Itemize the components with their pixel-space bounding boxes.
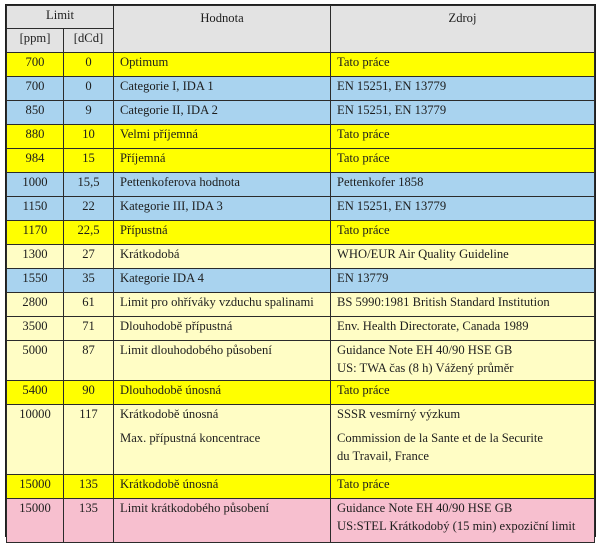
cell-zdroj: EN 13779 (331, 269, 595, 293)
table-row (7, 475, 595, 499)
cell-dcd: 0 (64, 77, 114, 101)
cell-zdroj (331, 499, 595, 543)
cell-zdroj (331, 429, 595, 475)
cell-dcd: 22 (64, 197, 114, 221)
cell-hodnota: Pettenkoferova hodnota (114, 173, 331, 197)
cell-dcd: 71 (64, 317, 114, 341)
cell-zdroj: SSSR vesmírný výzkum (331, 405, 595, 429)
cell-ppm: 1150 (7, 197, 64, 221)
header-unit-dcd: [dCd] (64, 29, 114, 53)
cell-ppm: 1170 (7, 221, 64, 245)
cell-hodnota: Kategorie IDA 4 (114, 269, 331, 293)
cell-dcd: 35 (64, 269, 114, 293)
cell-zdroj: Tato práce (331, 149, 595, 173)
cell-hodnota: Krátkodobě únosná (114, 475, 331, 499)
table-row (7, 293, 595, 317)
table-row (7, 149, 595, 173)
cell-dcd: 135 (64, 499, 114, 543)
cell-zdroj: Tato práce (331, 125, 595, 149)
table-row (7, 197, 595, 221)
cell-zdroj: EN 15251, EN 13779 (331, 77, 595, 101)
cell-hodnota: Přípustná (114, 221, 331, 245)
cell-dcd: 135 (64, 475, 114, 499)
cell-hodnota: Kategorie III, IDA 3 (114, 197, 331, 221)
cell-ppm: 10000 (7, 405, 64, 475)
cell-zdroj: Tato práce (331, 53, 595, 77)
cell-zdroj: Env. Health Directorate, Canada 1989 (331, 317, 595, 341)
limits-table (6, 5, 595, 543)
cell-hodnota: Dlouhodobě únosná (114, 381, 331, 405)
cell-ppm: 700 (7, 53, 64, 77)
cell-zdroj: Tato práce (331, 381, 595, 405)
cell-zdroj: WHO/EUR Air Quality Guideline (331, 245, 595, 269)
cell-zdroj (331, 341, 595, 381)
cell-hodnota: Krátkodobě únosná (114, 405, 331, 429)
cell-dcd: 0 (64, 53, 114, 77)
table-row (7, 53, 595, 77)
header-row (7, 6, 595, 29)
table-row (7, 405, 595, 429)
cell-ppm: 3500 (7, 317, 64, 341)
cell-zdroj-line2: US: TWA čas (8 h) Vážený průměr (337, 361, 514, 375)
header-unit-ppm: [ppm] (7, 29, 64, 53)
table-row (7, 381, 595, 405)
cell-hodnota: Velmi příjemná (114, 125, 331, 149)
cell-zdroj-line1: Guidance Note EH 40/90 HSE GB (337, 343, 513, 357)
cell-ppm: 5400 (7, 381, 64, 405)
cell-zdroj: BS 5990:1981 British Standard Institution (331, 293, 595, 317)
cell-ppm: 2800 (7, 293, 64, 317)
cell-ppm: 880 (7, 125, 64, 149)
cell-dcd: 27 (64, 245, 114, 269)
cell-dcd: 90 (64, 381, 114, 405)
table-row (7, 221, 595, 245)
header-hodnota: Hodnota (114, 6, 331, 53)
cell-zdroj: Pettenkofer 1858 (331, 173, 595, 197)
cell-ppm: 15000 (7, 499, 64, 543)
header-limit: Limit (7, 6, 114, 29)
cell-dcd: 15 (64, 149, 114, 173)
cell-dcd: 10 (64, 125, 114, 149)
cell-ppm: 1550 (7, 269, 64, 293)
cell-ppm: 984 (7, 149, 64, 173)
limits-table-frame (5, 4, 596, 537)
cell-hodnota: Limit dlouhodobého působení (114, 341, 331, 381)
cell-ppm: 850 (7, 101, 64, 125)
cell-zdroj: Tato práce (331, 475, 595, 499)
table-row (7, 341, 595, 381)
cell-hodnota: Limit pro ohříváky vzduchu spalinami (114, 293, 331, 317)
table-row (7, 101, 595, 125)
cell-zdroj-line2: US:STEL Krátkodobý (15 min) expoziční limit (337, 519, 576, 533)
cell-dcd: 117 (64, 405, 114, 475)
cell-zdroj-line1: Commission de la Sante et de la Securite (337, 430, 544, 445)
cell-ppm: 1000 (7, 173, 64, 197)
header-zdroj: Zdroj (331, 6, 595, 53)
cell-ppm: 5000 (7, 341, 64, 381)
cell-hodnota: Optimum (114, 53, 331, 77)
cell-dcd: 87 (64, 341, 114, 381)
table-row (7, 125, 595, 149)
cell-zdroj: Tato práce (331, 221, 595, 245)
cell-hodnota: Krátkodobá (114, 245, 331, 269)
cell-zdroj-line2: du Travail, France (337, 448, 429, 463)
table-row (7, 499, 595, 543)
cell-hodnota: Příjemná (114, 149, 331, 173)
cell-hodnota: Categorie I, IDA 1 (114, 77, 331, 101)
cell-hodnota: Categorie II, IDA 2 (114, 101, 331, 125)
table-row (7, 269, 595, 293)
table-row (7, 77, 595, 101)
cell-dcd: 9 (64, 101, 114, 125)
table-row (7, 245, 595, 269)
table-row (7, 317, 595, 341)
cell-zdroj: EN 15251, EN 13779 (331, 101, 595, 125)
cell-ppm: 15000 (7, 475, 64, 499)
cell-dcd: 22,5 (64, 221, 114, 245)
cell-zdroj: EN 15251, EN 13779 (331, 197, 595, 221)
cell-hodnota: Dlouhodobě přípustná (114, 317, 331, 341)
table-row (7, 173, 595, 197)
cell-hodnota: Max. přípustná koncentrace (114, 429, 331, 475)
cell-ppm: 700 (7, 77, 64, 101)
cell-ppm: 1300 (7, 245, 64, 269)
cell-dcd: 15,5 (64, 173, 114, 197)
cell-zdroj-line1: Guidance Note EH 40/90 HSE GB (337, 501, 513, 515)
cell-dcd: 61 (64, 293, 114, 317)
cell-hodnota: Limit krátkodobého působení (114, 499, 331, 543)
